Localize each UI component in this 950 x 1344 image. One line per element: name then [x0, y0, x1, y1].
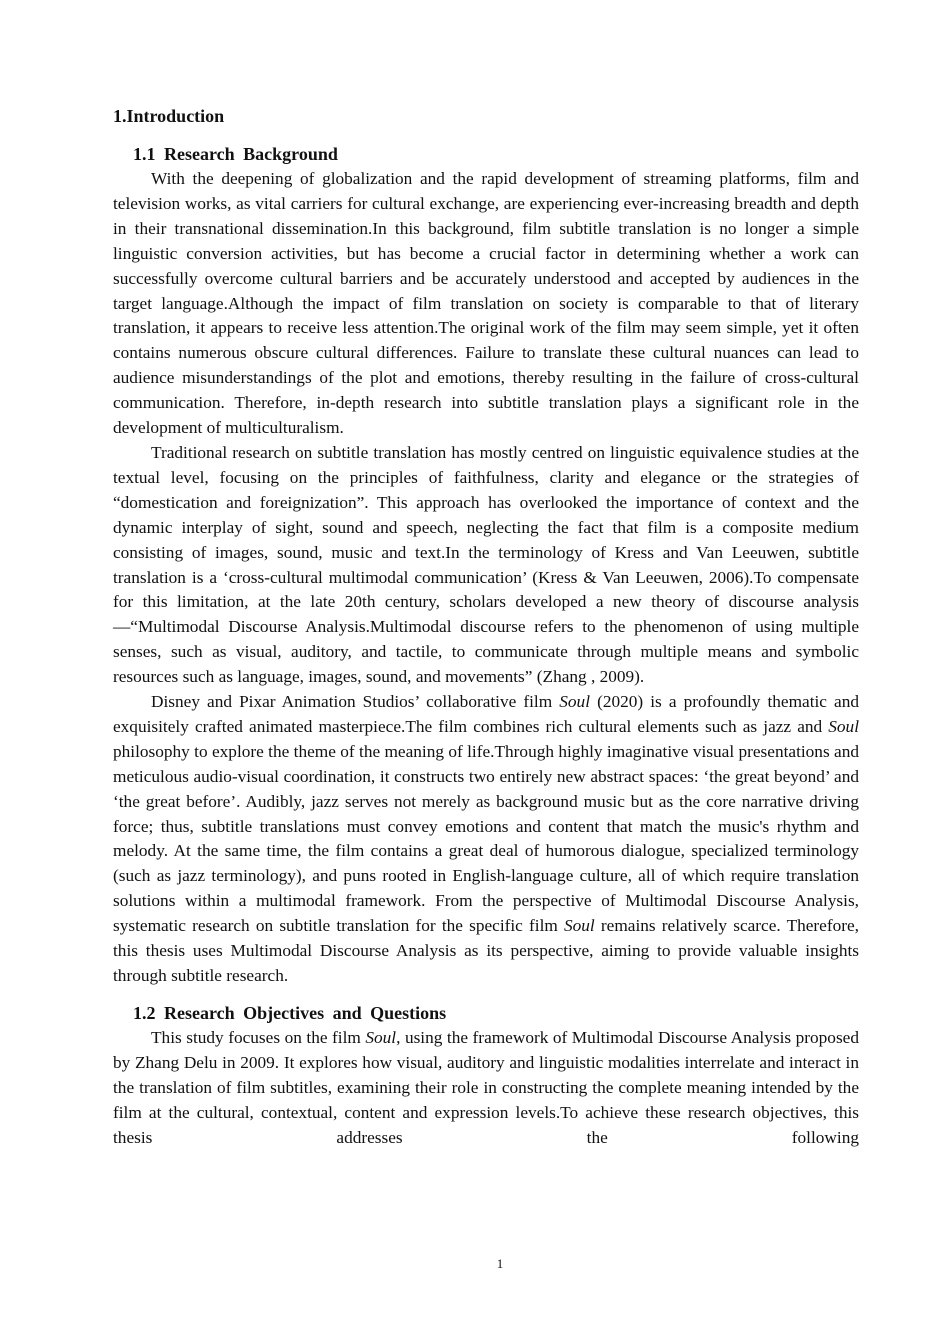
paragraph-text: This study focuses on the film — [151, 1027, 366, 1047]
paragraph-text: With the deepening of globalization and the rapid development of streaming platforms, film and television works, as vital carriers for cultural exchange, are experiencing ever-increasing breadth and depth in their transnational dissemination.In this background, film subtitle translation is no longer a simple linguistic conversion activities, but has become a crucial factor in determining whether a work can successfully overcome cultural barriers and be accurately understood and accepted by audiences in the target language.Although the impact of film translation on society is comparable to that of literary translation, it appears to receive less attention.The original work of the film may seem simple, yet it often contains numerous obscure cultural differences. Failure to translate these cultural nuances can lead to audience misunderstandings of the plot and emotions, thereby resulting in the failure of cross-cultural communication. Therefore, in-depth research into subtitle translation plays a significant role in the development of multiculturalism. — [113, 169, 859, 438]
paragraph-text: Disney and Pixar Animation Studios’ collaborative film — [151, 692, 560, 712]
paragraph — [113, 441, 859, 690]
film-title-italic: Soul — [365, 1027, 397, 1047]
film-title-italic: Soul — [559, 692, 590, 712]
paragraph — [113, 167, 859, 441]
page-number: 1 — [496, 1256, 504, 1271]
paragraph-text: (2020) is a profoundly thematic and exquisitely crafted animated masterpiece.The film combines rich cultural elements such as jazz and — [113, 692, 859, 736]
section-title: 1.Introduction — [113, 106, 225, 126]
paragraph — [113, 690, 859, 989]
subsection-body-research-background — [113, 167, 859, 989]
paragraph-text: Traditional research on subtitle translation has mostly centred on linguistic equivalence studies at the textual level, focusing on the principles of faithfulness, clarity and elegance or the strategies of “domestication and foreignization”. This approach has overlooked the importance of context and the dynamic interplay of sight, sound and speech, neglecting the fact that film is a composite medium consisting of images, sound, music and text.In the terminology of Kress and Van Leeuwen, subtitle translation is a ‘cross-cultural multimodal communication’ (Kress & Van Leeuwen, 2006).To compensate for this limitation, at the late 20th century, scholars developed a new theory of discourse analysis—“Multimodal Discourse Analysis.Multimodal discourse refers to the phenomenon of using multiple senses, such as visual, auditory, and tactile, to communicate through multiple means and symbolic resources such as language, images, sound, and movements” (Zhang , 2009). — [113, 442, 859, 687]
film-title-italic: Soul — [564, 916, 595, 936]
paragraph-text: philosophy to explore the theme of the meaning of life.Through highly imaginative visual presentations and meticulous audio-visual coordination, it constructs two entirely new abstract spaces: ‘the great beyond’ and ‘the great before’. Audibly, jazz serves not merely as background music but as the core narrative driving force; thus, subtitle translations must convey emotions and content that match the music's rhythm and melody. At the same time, the film contains a great deal of humorous dialogue, specialized terminology (such as jazz terminology), and puns rooted in English-language culture, all of which require translation solutions within a multimodal framework. From the perspective of Multimodal Discourse Analysis, systematic research on subtitle translation for the specific film — [113, 741, 859, 936]
subsection-heading-research-objectives: 1.2 Research Objectives and Questions — [133, 1002, 447, 1023]
document-page — [113, 104, 859, 1150]
paragraph-text: , using the framework of Multimodal Discourse Analysis proposed by Zhang Delu in 2009. It explores how visual, auditory and linguistic modalities interrelate and interact in the translation of film subtitles, examining their role in constructing the complete meaning intended by the film at the cultural, contextual, content and expression levels.To achieve these research objectives, this thesis addresses the following — [113, 1027, 859, 1147]
film-title-italic: Soul — [828, 716, 859, 736]
paragraph — [113, 1026, 859, 1151]
subsection-body-research-objectives — [113, 1026, 859, 1151]
paragraph-text: remains relatively scarce. Therefore, this thesis uses Multimodal Discourse Analysis as its perspective, aiming to provide valuable insights through subtitle research. — [113, 916, 859, 985]
subsection-heading-research-background: 1.1 Research Background — [133, 144, 338, 164]
